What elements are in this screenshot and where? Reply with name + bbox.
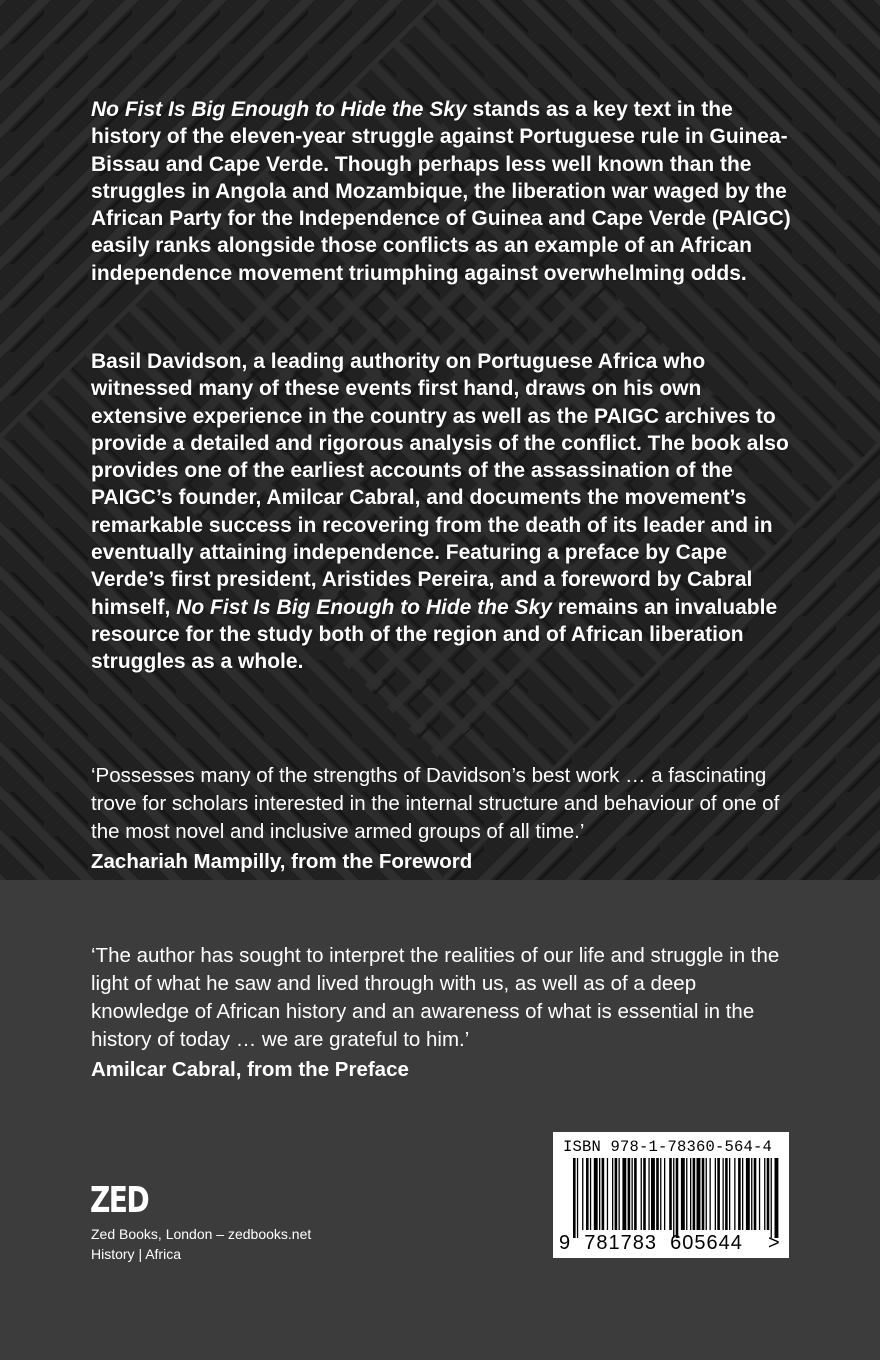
ean-digits xyxy=(559,1232,743,1255)
barcode-bar xyxy=(628,1158,631,1230)
quote-text: ‘Possesses many of the strengths of Davidson’s best work … a fascinating trove for scholars interested in the internal structure and behaviour of one of the most novel and inclusive armed groups of all time.’ xyxy=(91,764,780,843)
barcode-bar xyxy=(697,1158,701,1230)
barcode-bar xyxy=(710,1158,711,1230)
barcode-bar xyxy=(693,1158,696,1230)
barcode-bar xyxy=(702,1158,705,1230)
quote-attribution: Amilcar Cabral, from the Preface xyxy=(91,1058,409,1081)
blurb-paragraph-1 xyxy=(91,96,791,287)
barcode-bar xyxy=(767,1158,770,1230)
barcode-bar xyxy=(599,1158,600,1230)
barcode-bar xyxy=(715,1158,716,1230)
barcode-bar xyxy=(664,1158,665,1230)
blurb-text: stands as a key text in the history of the eleven-year struggle against Portuguese rule in Guinea-Bissau and Cape Verde. Though perhaps less well known than the struggles in Angola and Mozambique, the liberation war waged by the African Party for the Independence of Guinea and Cape Verde (PAIGC) easily ranks alongside those conflicts as an example of an African independence movement triumphing against overwhelming odds. xyxy=(91,98,791,285)
barcode-bar xyxy=(573,1158,576,1238)
ean-left-digits: 781783 xyxy=(584,1232,657,1254)
barcode-bar xyxy=(643,1158,646,1230)
publisher-imprint xyxy=(91,1224,311,1264)
barcode-bar xyxy=(594,1158,598,1230)
barcode-bar xyxy=(676,1158,679,1238)
isbn-label: ISBN 978-1-78360-564-4 xyxy=(563,1138,773,1156)
barcode-bar xyxy=(612,1158,613,1230)
barcode-bar xyxy=(669,1158,672,1230)
barcode-bar xyxy=(746,1158,750,1230)
ean-quiet-zone-marker: > xyxy=(768,1232,780,1254)
publisher-line: Zed Books, London – zedbooks.net xyxy=(91,1226,312,1242)
barcode-bar xyxy=(754,1158,757,1230)
barcode-bar xyxy=(706,1158,707,1230)
barcode-bar xyxy=(775,1158,779,1238)
barcode-bar xyxy=(717,1158,720,1230)
barcode-bar xyxy=(723,1158,724,1230)
barcode-bar xyxy=(590,1158,591,1230)
review-quote-1 xyxy=(91,762,791,876)
barcode-bar xyxy=(582,1158,583,1230)
barcode-bar xyxy=(615,1158,618,1230)
barcode-bar xyxy=(602,1158,605,1230)
barcode-bar xyxy=(656,1158,659,1230)
barcode-bar xyxy=(690,1158,691,1230)
barcode-bar xyxy=(660,1158,661,1230)
blurb-paragraph-2 xyxy=(91,348,791,676)
quote-attribution: Zachariah Mampilly, from the Foreword xyxy=(91,850,473,873)
barcode-bar xyxy=(686,1158,687,1230)
ean-right-digits: 605644 xyxy=(670,1232,743,1254)
quote-text: ‘The author has sought to interpret the realities of our life and struggle in the light of what he saw and lived through with us, as well as of a deep knowledge of African history and an awareness of what is essential in the history of today … we are grateful to him.’ xyxy=(91,944,780,1051)
barcode-bar xyxy=(641,1158,642,1230)
barcode-bar xyxy=(619,1158,620,1230)
barcode-bar xyxy=(729,1158,730,1230)
isbn-barcode xyxy=(553,1132,789,1258)
barcode-bar xyxy=(771,1158,772,1238)
barcode-bar xyxy=(622,1158,626,1230)
review-quote-2 xyxy=(91,942,791,1084)
barcode-bar xyxy=(742,1158,743,1230)
barcode-bar xyxy=(751,1158,752,1230)
barcode-bar xyxy=(759,1158,760,1230)
barcode-bar xyxy=(634,1158,637,1230)
book-title: No Fist Is Big Enough to Hide the Sky xyxy=(176,595,552,619)
barcode-bar xyxy=(651,1158,655,1230)
subject-line: History | Africa xyxy=(91,1246,181,1262)
barcode-bar xyxy=(632,1158,633,1230)
book-title: No Fist Is Big Enough to Hide the Sky xyxy=(91,98,467,121)
barcode-bar xyxy=(586,1158,589,1230)
barcode-bar xyxy=(738,1158,741,1230)
barcode-bar xyxy=(681,1158,685,1230)
ean-first-digit: 9 xyxy=(559,1232,572,1254)
barcode-bar xyxy=(764,1158,765,1230)
barcode-bar xyxy=(734,1158,735,1230)
publisher-logo: ZED xyxy=(90,1180,149,1221)
barcode-bar xyxy=(577,1158,578,1238)
barcode-bar xyxy=(725,1158,728,1230)
barcode-bar xyxy=(648,1158,649,1230)
barcode-bar xyxy=(607,1158,608,1230)
blurb-text: Basil Davidson, a leading authority on Portuguese Africa who witnessed many of these events first hand, draws on his own extensive experience in the country as well as the PAIGC archives to provide a detailed and rigorous analysis of the conflict. The book also provides one of the earliest accounts of the assassination of the PAIGC’s founder, Amilcar Cabral, and documents the movement’s remarkable success in recovering from the death of its leader and in eventually attaining independence. Featuring a preface by Cape Verde’s first president, Aristides Pereira, and a foreword by Cabral himself, xyxy=(91,350,789,619)
barcode-bar xyxy=(673,1158,674,1238)
blurb-text-end: remains an invaluable resource for the study both of the region and of African liberation struggles as a whole. xyxy=(91,595,778,674)
